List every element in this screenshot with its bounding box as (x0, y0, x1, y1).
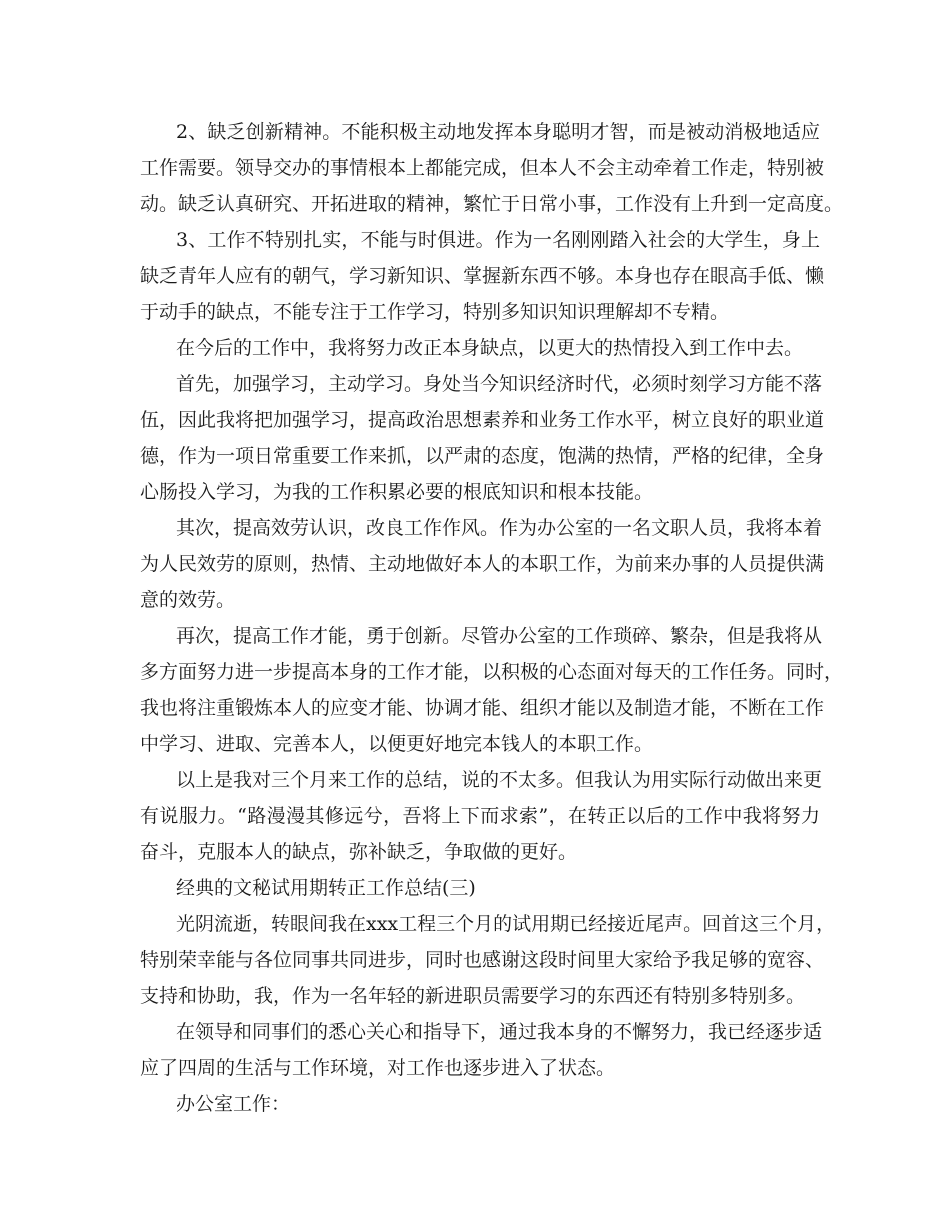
text-line: 有说服力。“路漫漫其修远兮，吾将上下而求索”，在转正以后的工作中我将努力 (140, 805, 820, 827)
text-line: 为人民效劳的原则，热情、主动地做好本人的本职工作，为前来办事的人员提供满 (140, 553, 825, 575)
text-line: 动。缺乏认真研究、开拓进取的精神，繁忙于日常小事，工作没有上升到一定高度。 (140, 193, 844, 215)
text-line: 我也将注重锻炼本人的应变才能、协调才能、组织才能以及制造才能，不断在工作 (140, 697, 825, 719)
text-line: 伍，因此我将把加强学习，提高政治思想素养和业务工作水平，树立良好的职业道 (140, 409, 825, 431)
section-heading: 经典的文秘试用期转正工作总结(三) (176, 877, 476, 899)
text-line: 以上是我对三个月来工作的总结，说的不太多。但我认为用实际行动做出来更 (176, 769, 823, 791)
text-line: 德，作为一项日常重要工作来抓，以严肃的态度，饱满的热情，严格的纪律，全身 (140, 445, 825, 467)
text-line: 工作需要。领导交办的事情根本上都能完成，但本人不会主动牵着工作走，特别被 (140, 157, 825, 179)
text-line: 再次，提高工作才能，勇于创新。尽管办公室的工作琐碎、繁杂，但是我将从 (176, 625, 823, 647)
text-line: 应了四周的生活与工作环境，对工作也逐步进入了状态。 (140, 1057, 616, 1079)
text-line: 中学习、进取、完善本人，以便更好地完本钱人的本职工作。 (140, 733, 654, 755)
text-line: 在领导和同事们的悉心关心和指导下，通过我本身的不懈努力，我已经逐步适 (176, 1021, 823, 1043)
text-line: 3、工作不特别扎实，不能与时俱进。作为一名刚刚踏入社会的大学生，身上 (176, 229, 820, 251)
text-line: 支持和协助，我，作为一名年轻的新进职员需要学习的东西还有特别多特别多。 (140, 985, 806, 1007)
text-line: 奋斗，克服本人的缺点，弥补缺乏，争取做的更好。 (140, 841, 578, 863)
text-line: 其次，提高效劳认识，改良工作作风。作为办公室的一名文职人员，我将本着 (176, 517, 823, 539)
text-line: 在今后的工作中，我将努力改正本身缺点，以更大的热情投入到工作中去。 (176, 337, 804, 359)
text-line: 意的效劳。 (140, 589, 236, 611)
text-line: 光阴流逝，转眼间我在xxx工程三个月的试用期已经接近尾声。回首这三个月， (176, 913, 836, 935)
text-line: 2、缺乏创新精神。不能积极主动地发挥本身聪明才智，而是被动消极地适应 (176, 121, 820, 143)
text-line: 特别荣幸能与各位同事共同进步，同时也感谢这段时间里大家给予我足够的宽容、 (140, 949, 825, 971)
text-line: 办公室工作： (176, 1093, 291, 1115)
text-line: 缺乏青年人应有的朝气，学习新知识、掌握新东西不够。本身也存在眼高手低、懒 (140, 265, 825, 287)
text-line: 多方面努力进一步提高本身的工作才能，以积极的心态面对每天的工作任务。同时， (140, 661, 844, 683)
text-line: 心肠投入学习，为我的工作积累必要的根底知识和根本技能。 (140, 481, 654, 503)
text-line: 首先，加强学习，主动学习。身处当今知识经济时代，必须时刻学习方能不落 (176, 373, 823, 395)
text-line: 于动手的缺点，不能专注于工作学习，特别多知识知识理解却不专精。 (140, 301, 730, 323)
